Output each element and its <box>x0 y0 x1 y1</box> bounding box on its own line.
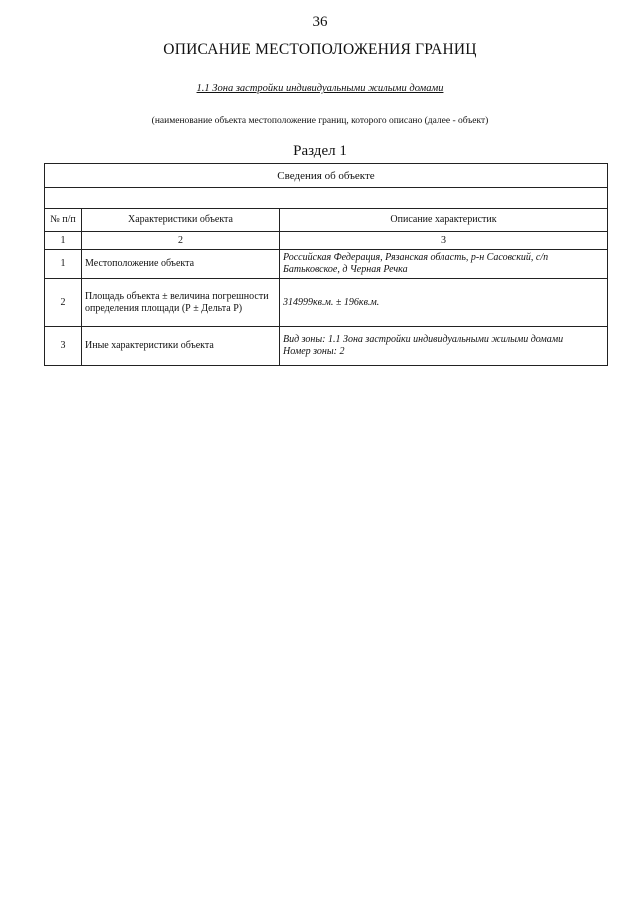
header-description: Описание характеристик <box>280 209 608 232</box>
column-number: 3 <box>280 232 608 250</box>
table-row-area <box>45 279 608 327</box>
table-caption-row <box>45 164 608 188</box>
row-characteristic: Местоположение объекта <box>82 250 280 279</box>
row-description <box>280 327 608 366</box>
header-number: № п/п <box>45 209 82 232</box>
column-number: 1 <box>45 232 82 250</box>
table-row-other <box>45 327 608 366</box>
column-number-row <box>45 232 608 250</box>
table-row-location <box>45 250 608 279</box>
header-characteristic: Характеристики объекта <box>82 209 280 232</box>
blank-cell <box>45 188 608 209</box>
description-line: Вид зоны: 1.1 Зона застройки индивидуальными жилыми домами <box>283 334 564 345</box>
table-caption: Сведения об объекте <box>45 164 608 188</box>
row-characteristic: Площадь объекта ± величина погрешности определения площади (Р ± Дельта Р) <box>82 279 280 327</box>
row-description <box>280 250 608 279</box>
description-line: Российская Федерация, Рязанская область, р-н Сасовский, с/п Батьковское, д Черная Речка <box>283 252 549 275</box>
section-title: Раздел 1 <box>293 143 347 159</box>
page-number: 36 <box>312 14 328 30</box>
object-info-table <box>44 163 608 366</box>
row-characteristic: Иные характеристики объекта <box>82 327 280 366</box>
object-name: 1.1 Зона застройки индивидуальными жилыми домами <box>196 83 444 94</box>
row-number: 1 <box>45 250 82 279</box>
object-caption: (наименование объекта местоположение границ, которого описано (далее - объект) <box>151 116 489 126</box>
document-title: ОПИСАНИЕ МЕСТОПОЛОЖЕНИЯ ГРАНИЦ <box>163 41 477 58</box>
description-line: 314999кв.м. ± 196кв.м. <box>283 296 380 308</box>
row-description <box>280 279 608 327</box>
column-number: 2 <box>82 232 280 250</box>
description-line: Номер зоны: 2 <box>283 346 345 357</box>
table-header-row <box>45 209 608 232</box>
table-blank-row <box>45 188 608 209</box>
row-number: 2 <box>45 279 82 327</box>
row-number: 3 <box>45 327 82 366</box>
